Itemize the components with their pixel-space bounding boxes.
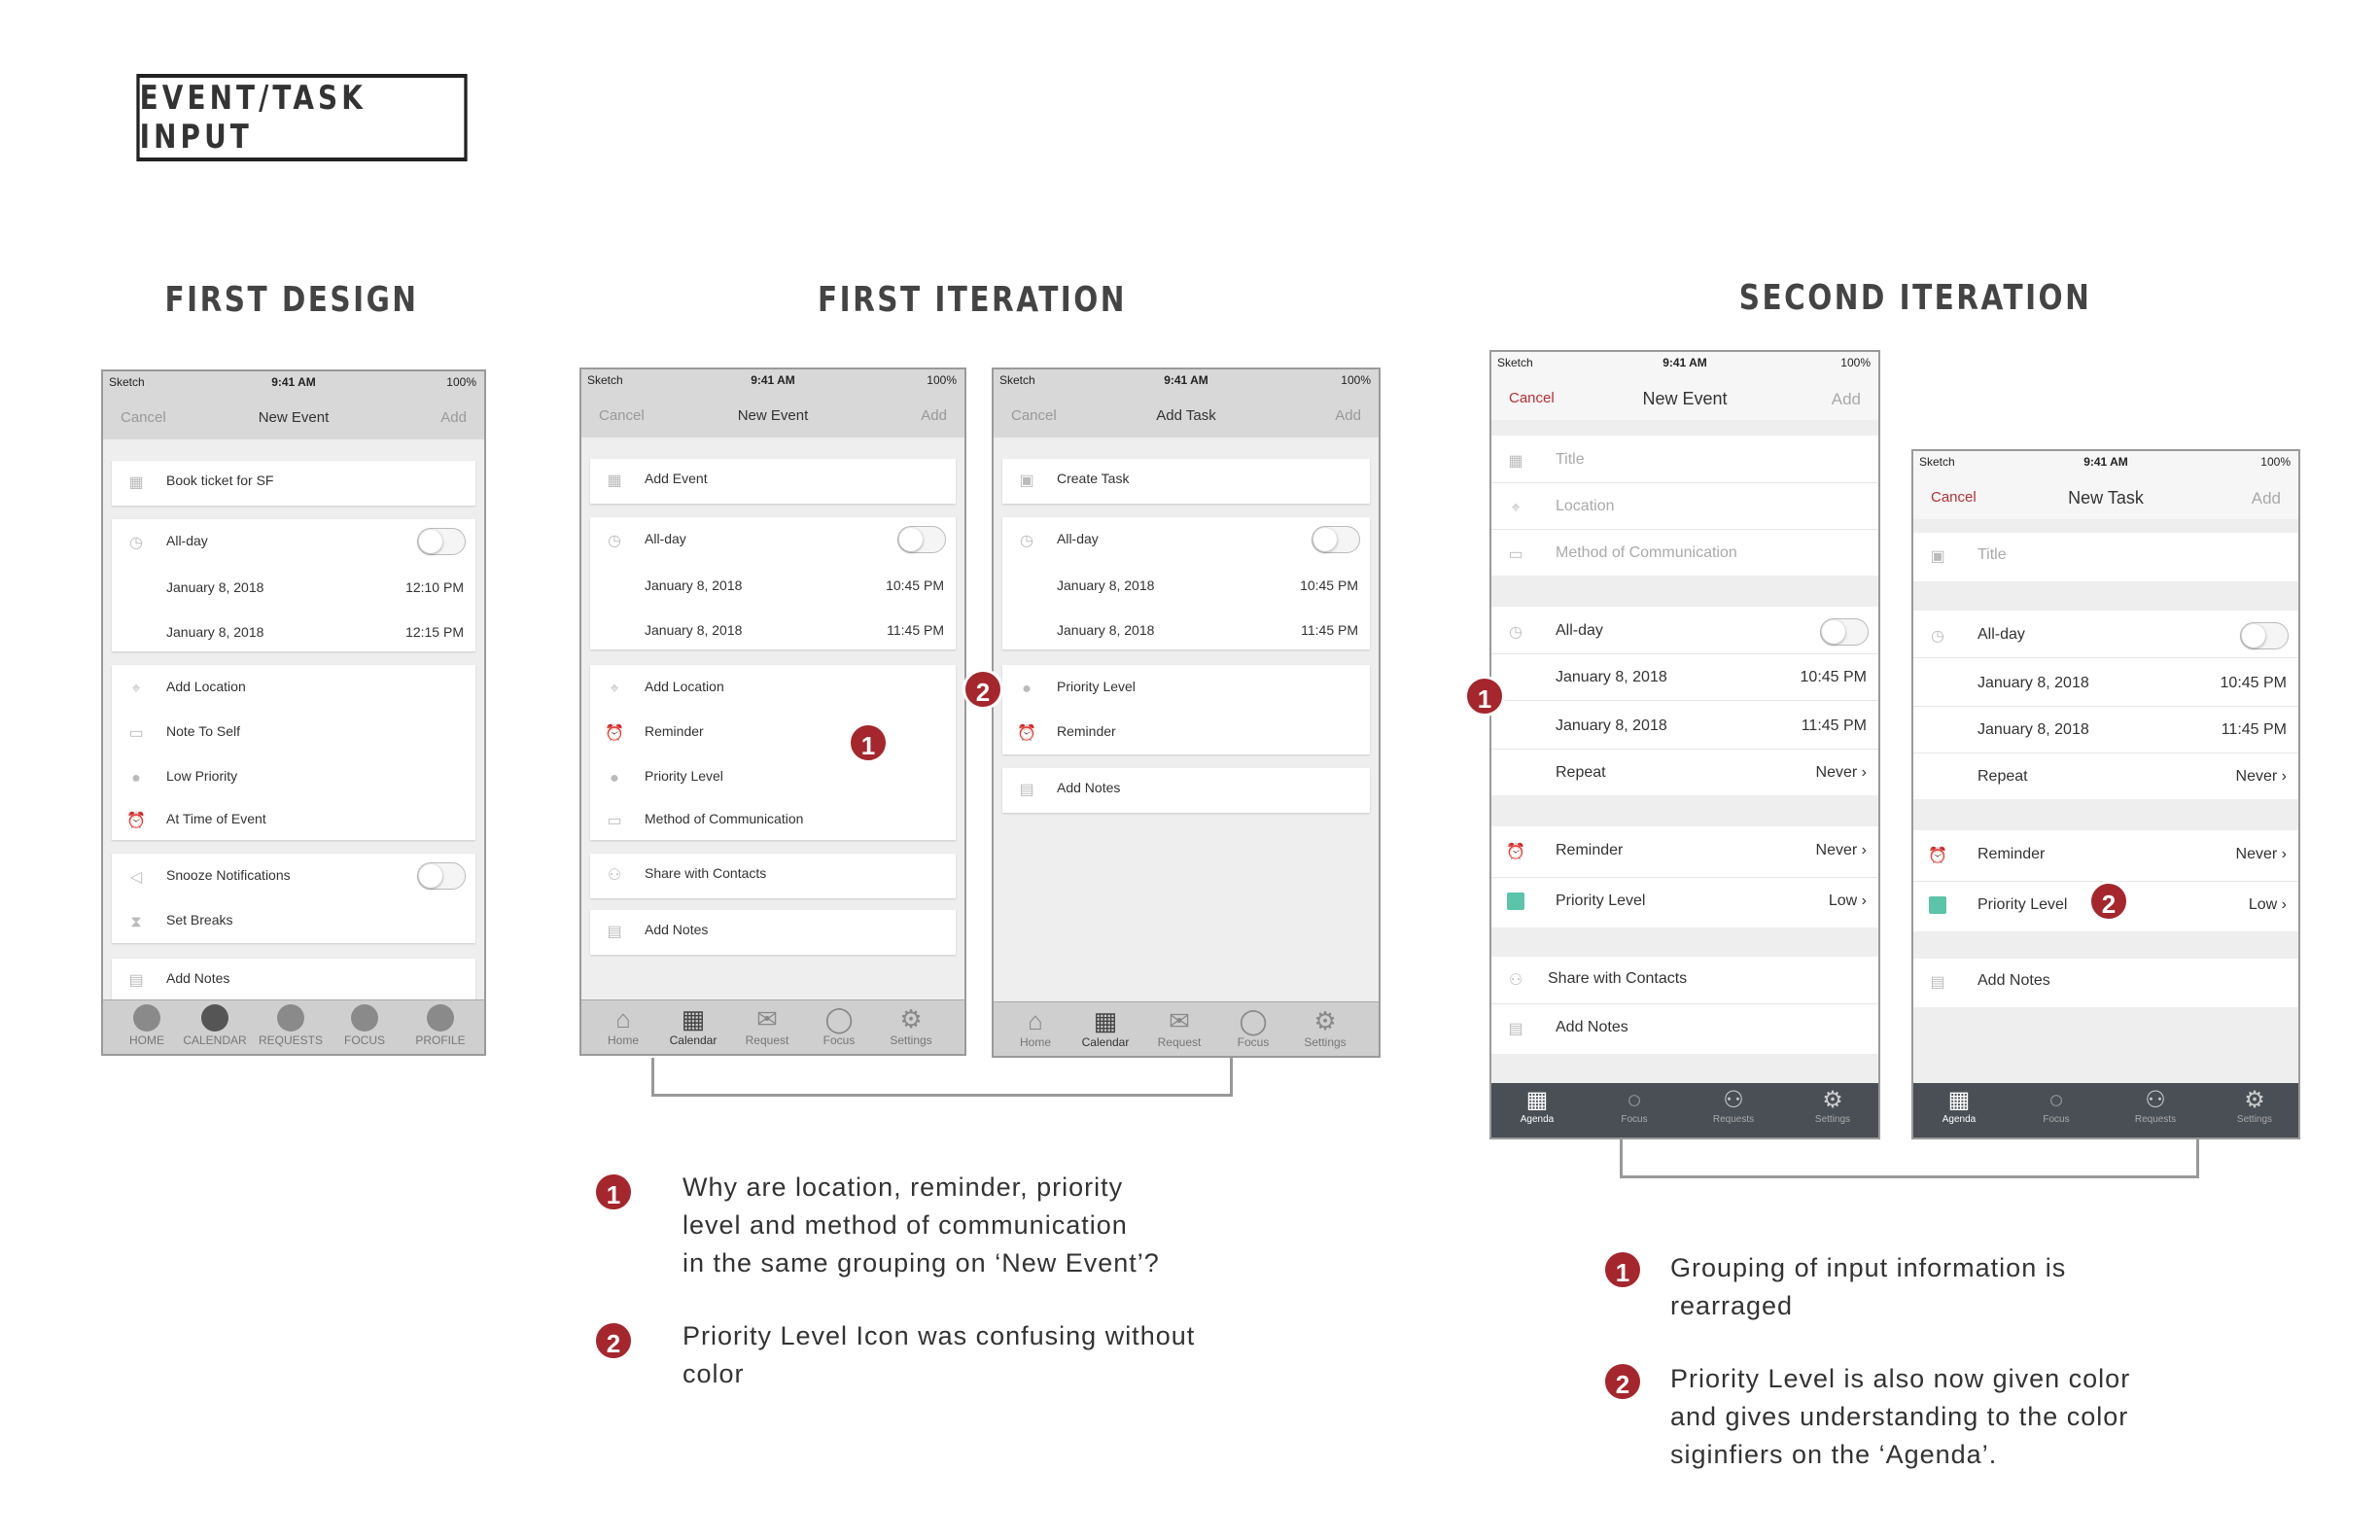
mail-icon: ✉ (756, 1004, 778, 1033)
nav-title: New Event (1642, 389, 1728, 408)
mail-icon: ✉ (1169, 1006, 1190, 1035)
time-group: ◷ All-day January 8, 2018 10:45 PM January 8, 2018 11:45 PM Repeat Never › (1913, 611, 2298, 799)
annotation-badge-1: 1 (1464, 676, 1505, 717)
nav-bar (994, 391, 1379, 438)
info-group: ▦ Title ⌖ Location ▭ Method of Communication (1491, 436, 1878, 576)
tab-bar (1491, 1083, 1878, 1138)
note-badge-2: 2 (593, 1320, 634, 1361)
note-1-text: Why are location, reminder, priority level and method of communication in the same grouping on ‘New Event’? (682, 1172, 1160, 1278)
info-group: ▣ Title (1913, 533, 2298, 581)
add-notes-row[interactable]: ▤ Add Notes (1002, 768, 1370, 813)
tab-bar (994, 1001, 1379, 1056)
time-group: ◷ All-day January 8, 2018 10:45 PM January 8, 2018 11:45 PM Repeat Never › (1491, 607, 1878, 795)
bracket-second-iteration (1620, 1139, 2199, 1178)
all-day-label: All-day (645, 531, 686, 546)
phone-first-design (101, 369, 486, 1056)
status-bar: Sketch 9:41 AM 100% (1491, 352, 1878, 373)
tab-requests[interactable]: REQUESTS (257, 1004, 325, 1047)
alert-group: ⏰ Reminder Never › Priority Level Low › (1491, 826, 1878, 928)
home-icon: ⌂ (615, 1004, 631, 1033)
time-card: ◷ All-day January 8, 2018 10:45 PM January 8, 2018 11:45 PM (1002, 517, 1370, 649)
location-pin-icon: ⌖ (1511, 500, 1521, 516)
tab-agenda[interactable]: ▦ Agenda (1503, 1087, 1571, 1125)
tab-request[interactable]: ✉ Request (733, 1004, 801, 1047)
add-contact-icon: ⚇ (607, 867, 622, 884)
nav-title: Add Task (1156, 407, 1216, 424)
tab-home[interactable]: ⌂ Home (1001, 1006, 1069, 1049)
note-4-text: Priority Level is also now given color and gives understanding to the color siginfiers on the ‘Agenda’. (1670, 1364, 2131, 1469)
add-event-row[interactable]: ▦ Add Event (590, 459, 956, 504)
cancel-button[interactable]: Cancel (1011, 407, 1057, 424)
note-badge-1: 1 (593, 1172, 634, 1212)
alert-group: ⏰ Reminder Never › Priority Level Low › (1913, 830, 2298, 931)
alarm-icon: ⏰ (1506, 844, 1525, 860)
priority-square-icon (1505, 892, 1526, 914)
gear-icon: ⚙ (1313, 1006, 1337, 1035)
annotation-badge-1: 1 (848, 722, 889, 763)
tab-bar (103, 999, 484, 1054)
calendar-icon: ▦ (681, 1004, 706, 1033)
clock-icon: ◷ (129, 535, 143, 551)
focus-ring-icon: ◌ (1627, 1087, 1642, 1113)
nav-bar (103, 393, 484, 439)
alarm-icon: ⏰ (1928, 848, 1947, 864)
status-bar: Sketch 9:41 AM 100% (581, 369, 964, 391)
tab-focus[interactable]: ◯ Focus (805, 1004, 873, 1047)
snooze-label: Snooze Notifications (166, 867, 291, 883)
all-day-toggle[interactable] (1820, 618, 1869, 646)
cancel-button[interactable]: Cancel (1931, 489, 1977, 506)
notes-icon: ▤ (1508, 1021, 1523, 1037)
chat-icon: ▭ (607, 813, 622, 829)
location-pin-icon: ⌖ (610, 681, 619, 697)
notifications-card: ◁ Snooze Notifications ⧗ Set Breaks (112, 854, 475, 943)
calendar-icon: ▦ (1525, 1087, 1549, 1113)
add-button[interactable]: Add (921, 407, 947, 424)
speaker-mute-icon: ◁ (129, 869, 143, 886)
tab-settings[interactable]: ⚙ Settings (2221, 1087, 2289, 1125)
gear-icon: ⚙ (899, 1004, 923, 1033)
gear-icon: ⚙ (1822, 1087, 1843, 1113)
tab-agenda[interactable]: ▦ Agenda (1925, 1087, 1993, 1125)
tab-bar (1913, 1083, 2298, 1138)
share-group: ⚇ Share with Contacts ▤ Add Notes (1491, 957, 1878, 1054)
add-notes-row[interactable]: ▤ Add Notes (112, 959, 475, 1003)
calendar-icon: ▦ (607, 472, 622, 489)
priority-dot-icon: ● (1022, 681, 1032, 697)
tab-focus[interactable]: ◌ Focus (1600, 1087, 1668, 1125)
notes-group: ▤ Add Notes (1913, 959, 2298, 1007)
hourglass-icon: ⧗ (130, 914, 142, 930)
tab-request[interactable]: ✉ Request (1145, 1006, 1213, 1049)
clock-icon: ◷ (608, 533, 621, 549)
cancel-button[interactable]: Cancel (121, 409, 166, 426)
share-with-contacts-row[interactable]: ⚇ Share with Contacts (590, 854, 956, 898)
add-notes-row[interactable]: ▤ Add Notes (590, 910, 956, 955)
notes-icon: ▤ (1019, 782, 1034, 798)
status-bar: Sketch 9:41 AM 100% (1913, 451, 2298, 472)
tab-requests[interactable]: ⚇ Requests (2121, 1087, 2189, 1125)
tab-calendar[interactable]: ▦ Calendar (659, 1004, 727, 1047)
nav-title: New Event (737, 407, 809, 424)
notes-icon: ▤ (128, 972, 144, 989)
create-task-row[interactable]: ▣ Create Task (1002, 459, 1370, 504)
nav-bar (1491, 373, 1878, 420)
title-card[interactable] (112, 461, 475, 506)
section-heading-first-iteration: FIRST ITERATION (818, 280, 1127, 320)
section-heading-first-design: FIRST DESIGN (164, 280, 419, 320)
status-bar: Sketch 9:41 AM 100% (994, 369, 1379, 391)
clipboard-icon: ▣ (1930, 548, 1945, 565)
details-card: ● Priority Level ⏰ Reminder (1002, 665, 1370, 754)
note-badge-1: 1 (1602, 1249, 1643, 1290)
tab-calendar[interactable]: ▦ Calendar (1071, 1006, 1139, 1049)
tab-settings[interactable]: ⚙ Settings (1291, 1006, 1359, 1049)
priority-square-icon (1927, 896, 1948, 918)
tab-requests[interactable]: ⚇ Requests (1699, 1087, 1768, 1125)
nav-bar (581, 391, 964, 438)
all-day-toggle[interactable] (2240, 622, 2289, 649)
people-icon: ⚇ (1723, 1087, 1744, 1113)
add-button[interactable]: Add (440, 409, 467, 426)
add-button[interactable]: Add (1335, 407, 1361, 424)
cancel-button[interactable]: Cancel (1509, 390, 1555, 406)
notes-icon: ▤ (607, 924, 622, 940)
chat-icon: ▭ (128, 725, 144, 742)
focus-ring-icon: ◌ (2048, 1087, 2064, 1113)
notes-icon: ▤ (1930, 974, 1945, 991)
time-card: ◷ All-day January 8, 2018 10:45 PM January 8, 2018 11:45 PM (590, 517, 956, 649)
all-day-toggle[interactable] (417, 528, 466, 555)
all-day-label: All-day (1978, 626, 2025, 643)
annotation-badge-2: 2 (2088, 881, 2129, 922)
tab-settings[interactable]: ⚙ Settings (1799, 1087, 1867, 1125)
all-day-toggle[interactable] (1312, 526, 1360, 553)
add-contact-icon: ⚇ (1508, 972, 1523, 989)
people-icon: ⚇ (2145, 1087, 2166, 1113)
tab-home[interactable]: ⌂ Home (589, 1004, 657, 1047)
section-heading-second-iteration: SECOND ITERATION (1738, 278, 2092, 318)
tab-focus[interactable]: ◯ Focus (1219, 1006, 1287, 1049)
priority-dot-icon: ● (610, 770, 619, 787)
phone-second-iteration-event (1489, 350, 1880, 1139)
page-title: EVENT/TASK INPUT (136, 74, 467, 161)
nav-title: New Task (2068, 488, 2144, 508)
time-card: ◷ All-day January 8, 2018 12:10 PM January 8, 2018 12:15 PM (112, 519, 475, 651)
note-3-text: Grouping of input information is rearraged (1670, 1253, 2067, 1320)
tab-home[interactable]: HOME (113, 1004, 181, 1047)
event-title: Book ticket for SF (166, 472, 274, 488)
add-button[interactable]: Add (2251, 489, 2281, 508)
calendar-icon: ▦ (1093, 1006, 1118, 1035)
details-card: ⌖ Add Location ▭ Note To Self ● Low Priority ⏰ At Time of Event (112, 665, 475, 840)
all-day-label: All-day (1057, 531, 1099, 546)
chat-icon: ▭ (1508, 546, 1523, 563)
cancel-button[interactable]: Cancel (599, 407, 645, 424)
alarm-icon: ⏰ (126, 813, 146, 829)
phone-second-iteration-task (1911, 449, 2300, 1139)
note-badge-2: 2 (1602, 1361, 1643, 1402)
clock-icon: ◷ (1509, 624, 1522, 641)
nav-title: New Event (258, 409, 330, 426)
all-day-label: All-day (1556, 622, 1603, 639)
clock-icon: ◷ (1931, 628, 1944, 645)
calendar-icon: ▦ (128, 474, 144, 491)
tab-focus[interactable]: FOCUS (331, 1004, 399, 1047)
gear-icon: ⚙ (2244, 1087, 2265, 1113)
bracket-first-iteration (651, 1058, 1233, 1097)
tab-calendar[interactable]: CALENDAR (181, 1004, 249, 1047)
alarm-icon: ⏰ (1017, 725, 1036, 742)
alarm-icon: ⏰ (605, 725, 624, 742)
priority-dot-icon: ● (131, 770, 141, 787)
tab-settings[interactable]: ⚙ Settings (877, 1004, 945, 1047)
calendar-icon: ▦ (1947, 1087, 1971, 1113)
clipboard-icon: ▣ (1019, 472, 1034, 489)
details-card: ⌖ Add Location ⏰ Reminder ● Priority Level ▭ Method of Communication (590, 665, 956, 840)
nav-bar (1913, 472, 2298, 519)
phone-first-iteration-task (992, 368, 1381, 1058)
focus-ring-icon: ◯ (824, 1004, 854, 1033)
tab-focus[interactable]: ◌ Focus (2022, 1087, 2090, 1125)
tab-bar (581, 999, 964, 1054)
status-bar: Sketch 9:41 AM 100% (103, 371, 484, 393)
add-button[interactable]: Add (1831, 390, 1861, 408)
calendar-icon: ▦ (1508, 453, 1523, 470)
annotation-badge-2: 2 (962, 669, 1003, 710)
snooze-toggle[interactable] (417, 862, 466, 890)
all-day-label: All-day (166, 533, 208, 548)
focus-ring-icon: ◯ (1239, 1006, 1268, 1035)
location-pin-icon: ⌖ (131, 681, 141, 697)
home-icon: ⌂ (1028, 1006, 1043, 1035)
note-2-text: Priority Level Icon was confusing without color (682, 1321, 1196, 1388)
all-day-toggle[interactable] (897, 526, 946, 553)
tab-profile[interactable]: PROFILE (406, 1004, 474, 1047)
phone-first-iteration-event (579, 368, 966, 1056)
clock-icon: ◷ (1020, 533, 1033, 549)
